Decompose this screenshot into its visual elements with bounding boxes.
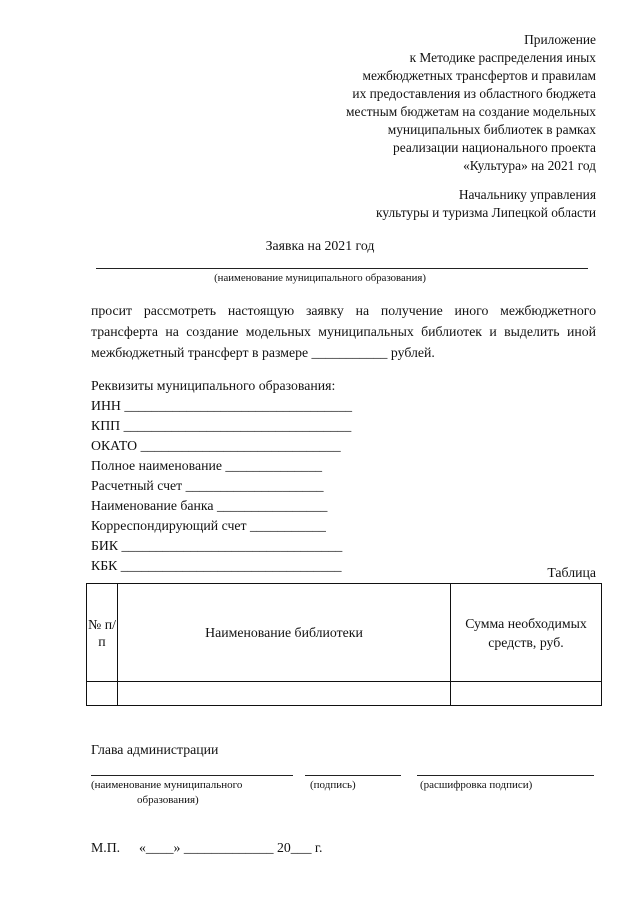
header-library-name: Наименование библиотеки — [118, 584, 451, 682]
stamp-mark: М.П. — [91, 840, 121, 855]
requisite-kbk[interactable]: КБК ________________________________ — [91, 558, 342, 573]
requisite-bank-name[interactable]: Наименование банка ________________ — [91, 498, 328, 513]
label-signature: (подпись) — [310, 779, 356, 791]
date-line[interactable]: «____» _____________ 20___ г. — [139, 840, 323, 855]
requisite-inn[interactable]: ИНН _________________________________ — [91, 398, 352, 413]
appendix-header — [346, 31, 596, 175]
appendix-line: «Культура» на 2021 год — [463, 158, 596, 173]
libraries-table — [86, 583, 602, 706]
table-cell-amount[interactable] — [451, 682, 602, 706]
appendix-line: реализации национального проекта — [393, 140, 596, 155]
header-number: № п/п — [87, 584, 118, 682]
label-decoding: (расшифровка подписи) — [420, 779, 533, 791]
requisites-title: Реквизиты муниципального образования: — [91, 378, 336, 393]
municipality-name-line[interactable] — [96, 268, 588, 269]
label-municipality: (наименование муниципального — [91, 779, 243, 791]
appendix-line: местным бюджетам на создание модельных — [346, 104, 596, 119]
requisite-account[interactable]: Расчетный счет ____________________ — [91, 478, 324, 493]
appendix-line: межбюджетных трансфертов и правилам — [362, 68, 596, 83]
requisite-okato[interactable]: ОКАТО _____________________________ — [91, 438, 341, 453]
table-cell-number[interactable] — [87, 682, 118, 706]
requisite-bik[interactable]: БИК ________________________________ — [91, 538, 343, 553]
table-cell-library-name[interactable] — [118, 682, 451, 706]
requisite-corr-account[interactable]: Корреспондирующий счет ___________ — [91, 518, 326, 533]
municipality-signature-line[interactable] — [91, 775, 293, 776]
appendix-line: к Методике распределения иных — [409, 50, 596, 65]
appendix-line: Приложение — [524, 32, 596, 47]
addressee-line: культуры и туризма Липецкой области — [376, 205, 596, 220]
table-caption: Таблица — [547, 565, 596, 580]
appendix-line: их предоставления из областного бюджета — [352, 86, 596, 101]
decoding-line[interactable] — [417, 775, 594, 776]
signature-line[interactable] — [305, 775, 401, 776]
appendix-line: муниципальных библиотек в рамках — [387, 122, 596, 137]
label-municipality-cont: образования) — [137, 794, 199, 806]
addressee-line: Начальнику управления — [458, 187, 596, 202]
requisite-kpp[interactable]: КПП _________________________________ — [91, 418, 352, 433]
requisite-full-name[interactable]: Полное наименование ______________ — [91, 458, 322, 473]
addressee-block — [376, 186, 596, 222]
document-title: Заявка на 2021 год — [265, 238, 375, 253]
municipality-caption: (наименование муниципального образования) — [214, 272, 426, 284]
header-amount: Сумма необходимых средств, руб. — [451, 584, 602, 682]
table-header-row — [87, 584, 602, 682]
table-row — [87, 682, 602, 706]
request-paragraph: просит рассмотреть настоящую заявку на получение иного межбюджетного трансферта на создание модельных муниципальных библиотек и выделить иной межбюджетный трансферт в размере ___________ рублей. — [91, 303, 596, 360]
head-title: Глава администрации — [91, 742, 219, 757]
